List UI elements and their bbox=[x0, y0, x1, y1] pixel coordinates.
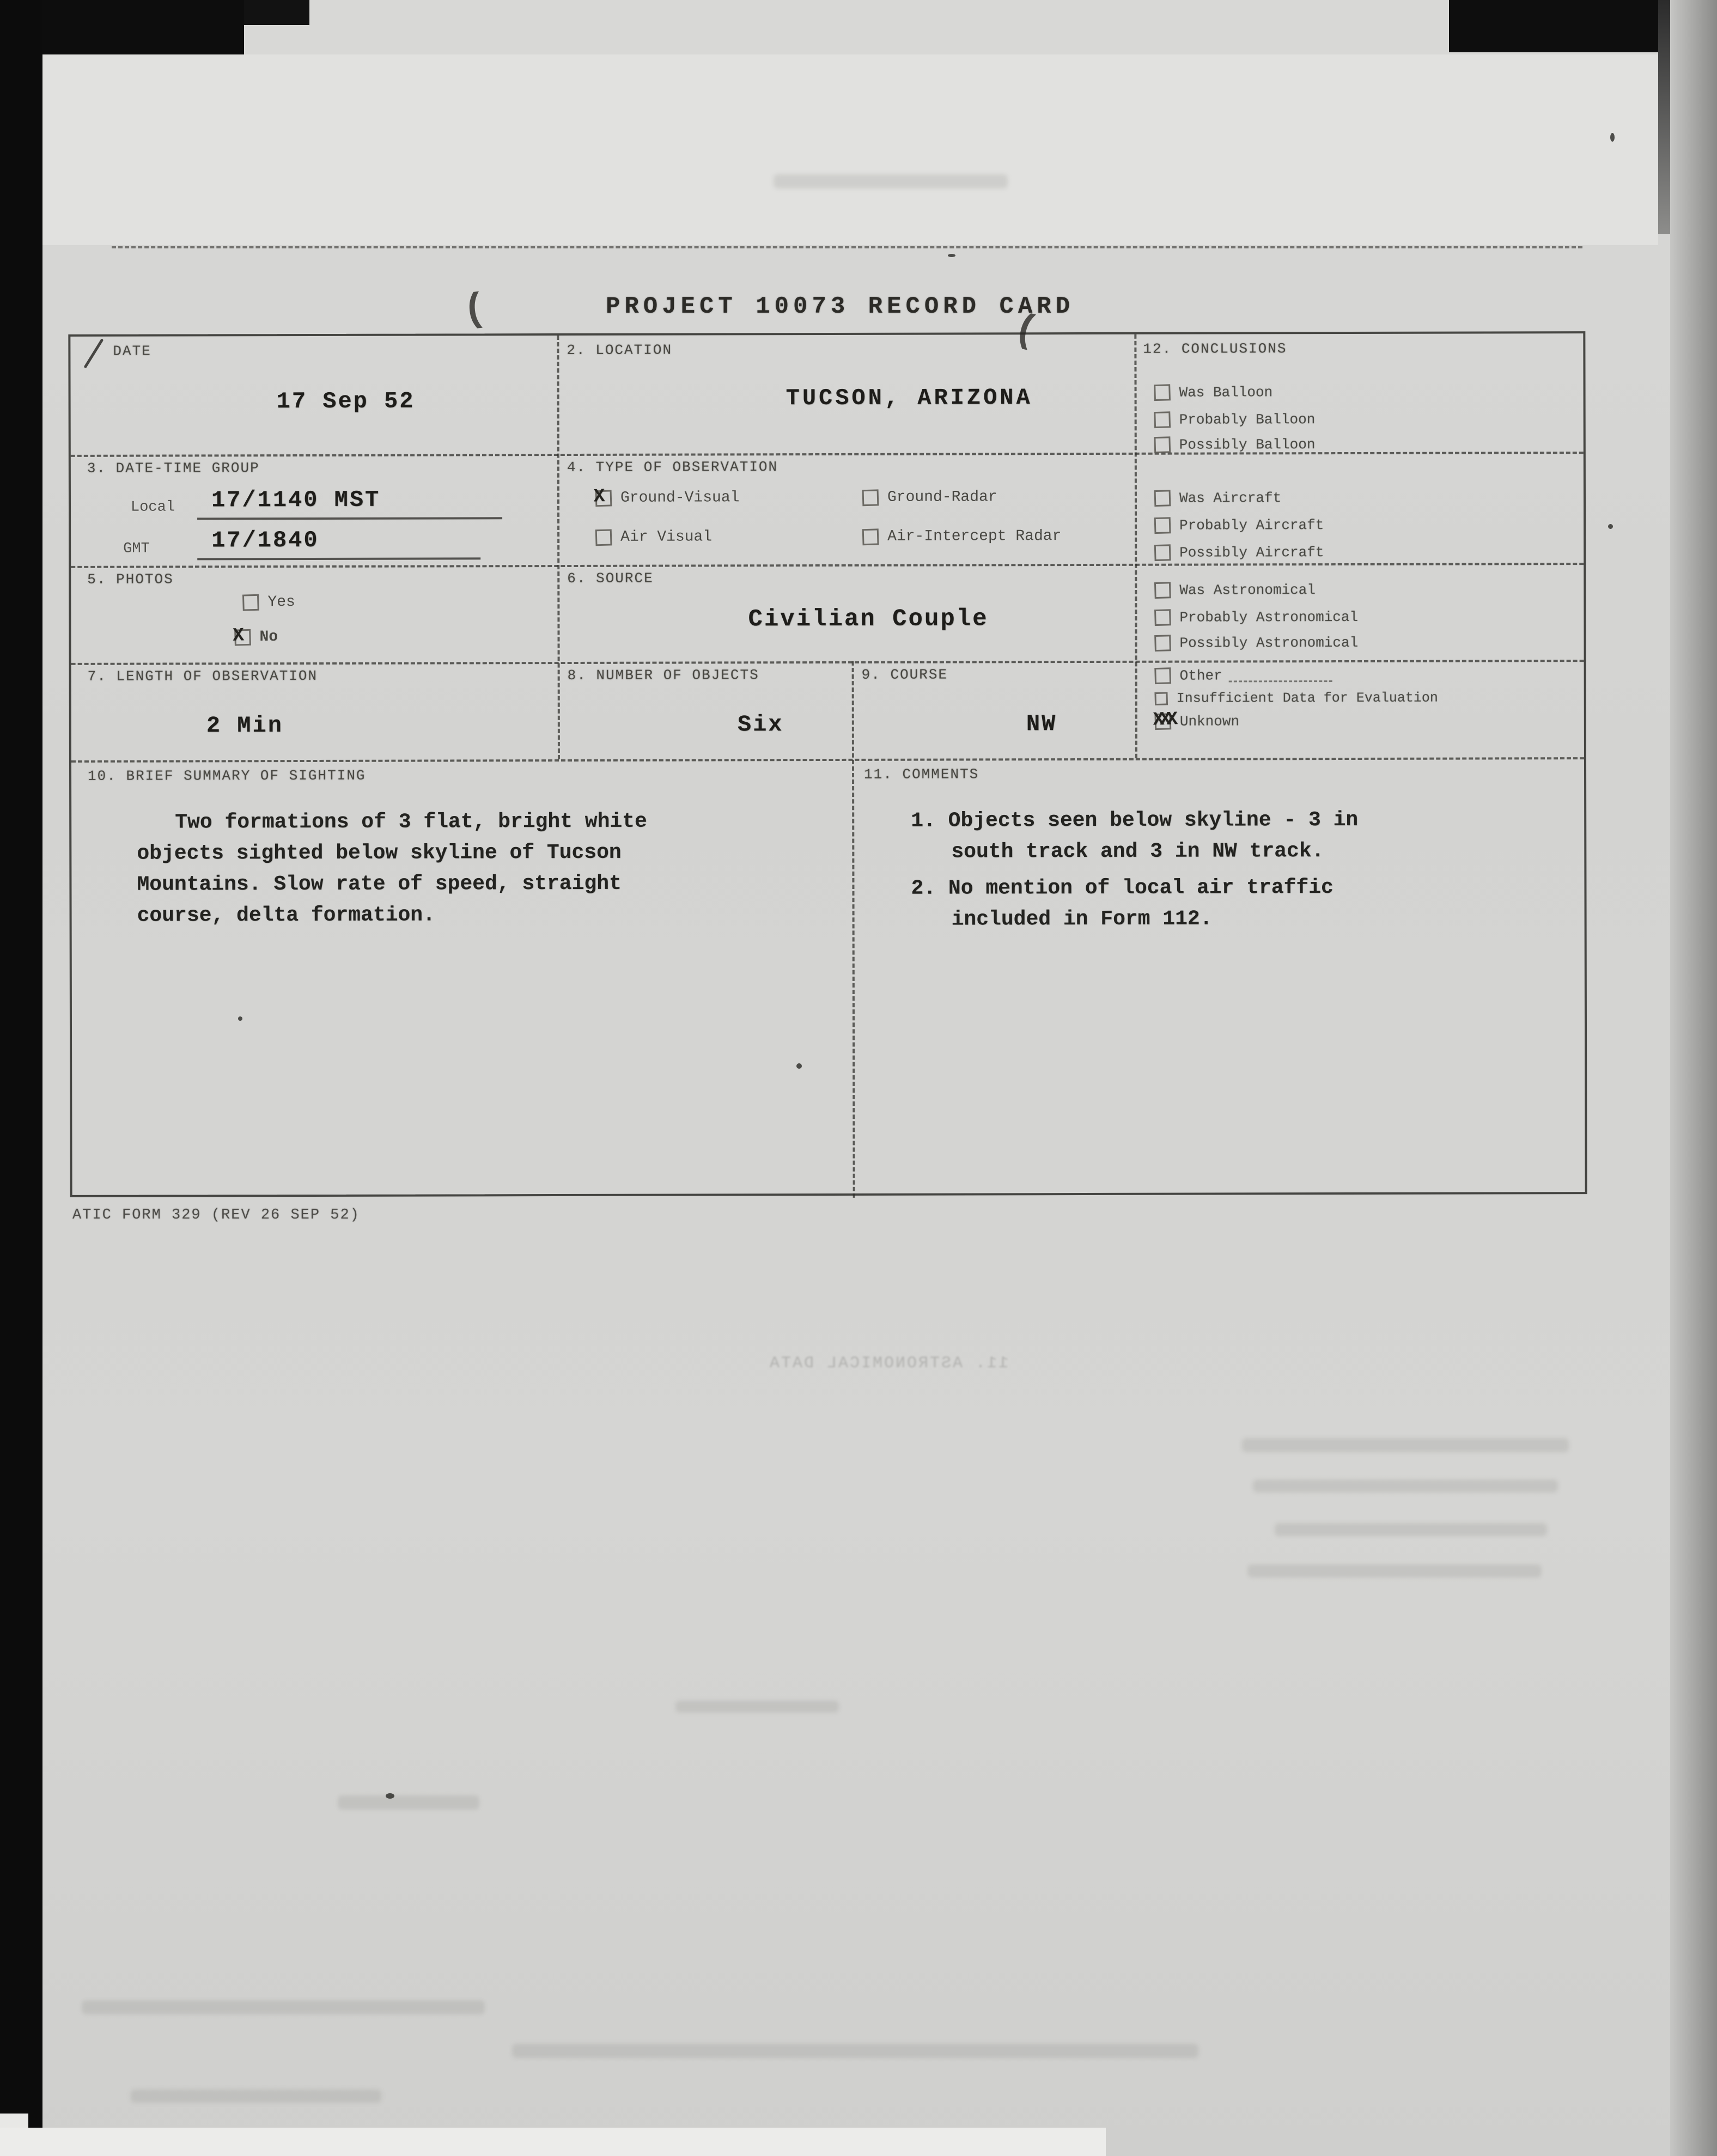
checkbox-mark: XXX bbox=[1153, 709, 1174, 731]
observation-option-label: Air-Intercept Radar bbox=[887, 528, 1062, 545]
field-type-of-observation bbox=[557, 453, 1135, 565]
conclusion-label: Probably Aircraft bbox=[1179, 517, 1324, 534]
conclusion-item bbox=[1155, 667, 1332, 684]
noise-speck bbox=[1610, 133, 1615, 142]
field-value-location: TUCSON, ARIZONA bbox=[786, 385, 1033, 412]
scanner-edge-left bbox=[0, 0, 42, 2156]
bleedthrough-smudge bbox=[1253, 1479, 1558, 1493]
field-number-of-objects bbox=[558, 661, 852, 759]
gmt-label: GMT bbox=[123, 540, 150, 557]
field-label-source: 6. SOURCE bbox=[567, 570, 654, 587]
gmt-value: 17/1840 bbox=[211, 527, 319, 554]
checkbox-icon bbox=[1154, 517, 1171, 534]
observation-option bbox=[595, 528, 712, 545]
handwritten-slash-mark bbox=[83, 338, 103, 368]
field-label-photos: 5. PHOTOS bbox=[87, 571, 174, 588]
page-title: PROJECT 10073 RECORD CARD bbox=[606, 293, 1075, 320]
conclusion-item bbox=[1154, 411, 1316, 428]
conclusion-item bbox=[1154, 517, 1324, 534]
field-date bbox=[70, 336, 557, 455]
field-conclusions bbox=[1134, 333, 1588, 758]
conclusion-item bbox=[1154, 609, 1358, 626]
comment-item: 2. No mention of local air traffic included in Form 112. bbox=[911, 876, 1334, 931]
record-card bbox=[68, 331, 1587, 1197]
conclusion-item bbox=[1154, 544, 1324, 561]
field-comments bbox=[852, 757, 1590, 1198]
conclusion-label: Insufficient Data for Evaluation bbox=[1176, 690, 1438, 707]
bleedthrough-smudge bbox=[131, 2090, 381, 2103]
conclusion-label: Possibly Aircraft bbox=[1179, 544, 1324, 561]
scan-line-artifact bbox=[112, 246, 1582, 248]
form-number: ATIC FORM 329 (REV 26 SEP 52) bbox=[72, 1207, 360, 1223]
conclusion-label: Was Aircraft bbox=[1179, 490, 1282, 507]
local-label: Local bbox=[130, 499, 175, 516]
observation-option bbox=[862, 528, 1061, 545]
checkbox-icon bbox=[1154, 609, 1171, 626]
field-label-date-time-group: 3. DATE-TIME GROUP bbox=[87, 460, 260, 477]
field-label-date: DATE bbox=[113, 343, 151, 360]
checkbox-icon bbox=[1154, 692, 1168, 705]
conclusion-label: Possibly Balloon bbox=[1179, 436, 1316, 453]
checkbox-icon bbox=[1154, 667, 1171, 684]
checkbox-icon bbox=[1154, 384, 1171, 401]
other-underline bbox=[1229, 669, 1332, 682]
conclusion-item bbox=[1155, 635, 1359, 651]
comment-item: 1. Objects seen below skyline - 3 in south track and 3 in NW track. bbox=[911, 808, 1359, 864]
checkbox-mark: X bbox=[232, 625, 240, 647]
field-label-location: 2. LOCATION bbox=[567, 342, 673, 359]
checkbox-icon bbox=[1154, 411, 1171, 428]
field-source bbox=[557, 564, 1135, 662]
bleedthrough-smudge bbox=[1275, 1523, 1547, 1536]
bleedthrough-smudge bbox=[675, 1701, 839, 1713]
bleedthrough-text: 11. ASTRONOMICAL DATA bbox=[768, 1354, 1009, 1373]
field-date-time-group bbox=[71, 454, 557, 566]
checkbox-icon bbox=[1154, 582, 1171, 599]
bleedthrough-smudge bbox=[338, 1795, 479, 1810]
checkbox-icon bbox=[1154, 635, 1171, 651]
bleedthrough-smudge bbox=[512, 2044, 1198, 2058]
observation-option bbox=[862, 489, 997, 506]
checkbox-mark: X bbox=[593, 486, 601, 507]
conclusion-item bbox=[1154, 384, 1273, 400]
field-course bbox=[852, 661, 1135, 759]
conclusion-label: Probably Balloon bbox=[1179, 411, 1316, 428]
underline bbox=[197, 517, 502, 520]
local-value: 17/1140 MST bbox=[211, 486, 381, 514]
field-label-comments: 11. COMMENTS bbox=[864, 766, 979, 783]
photos-option-label: No bbox=[259, 629, 278, 646]
field-label-type-of-observation: 4. TYPE OF OBSERVATION bbox=[567, 459, 778, 476]
conclusion-label: Other bbox=[1179, 667, 1222, 684]
checkbox-icon bbox=[862, 528, 879, 545]
checkbox-icon bbox=[1154, 544, 1171, 561]
conclusion-label: Was Balloon bbox=[1179, 384, 1273, 401]
observation-option-label: Ground-Radar bbox=[887, 489, 997, 506]
scan-light-band-top bbox=[42, 54, 1658, 245]
field-value-number-of-objects: Six bbox=[737, 711, 784, 738]
bleedthrough-smudge bbox=[774, 174, 1008, 188]
checkbox-icon bbox=[1154, 490, 1171, 507]
field-value-source: Civilian Couple bbox=[748, 605, 989, 634]
handwritten-paren-mark: ( bbox=[460, 286, 489, 334]
field-location bbox=[557, 334, 1134, 454]
field-label-brief-summary: 10. BRIEF SUMMARY OF SIGHTING bbox=[88, 767, 366, 784]
observation-option-label: Air Visual bbox=[620, 528, 713, 546]
handwritten-paren-mark: ( bbox=[1009, 306, 1043, 356]
conclusion-item bbox=[1154, 490, 1281, 506]
checkbox-icon bbox=[593, 486, 612, 507]
checkbox-icon bbox=[862, 489, 879, 506]
observation-option-label: Ground-Visual bbox=[620, 489, 740, 507]
conclusion-label: Possibly Astronomical bbox=[1179, 634, 1359, 651]
scan-artifact-corner-top-left-taper bbox=[244, 0, 309, 25]
conclusion-item bbox=[1154, 582, 1316, 599]
bleedthrough-smudge bbox=[1242, 1438, 1569, 1452]
photos-option-label: Yes bbox=[267, 594, 295, 611]
conclusion-item bbox=[1153, 709, 1240, 731]
photos-option bbox=[232, 625, 278, 647]
underline bbox=[197, 557, 480, 560]
noise-speck bbox=[386, 1793, 394, 1799]
checkbox-icon bbox=[1153, 709, 1174, 731]
bleedthrough-smudge bbox=[82, 2000, 485, 2014]
checkbox-icon bbox=[595, 529, 612, 546]
photos-option bbox=[242, 594, 295, 611]
conclusion-label: Probably Astronomical bbox=[1179, 608, 1359, 626]
noise-speck bbox=[1608, 524, 1613, 529]
bleedthrough-smudge bbox=[1247, 1564, 1542, 1578]
checkbox-icon bbox=[242, 594, 259, 611]
conclusion-item bbox=[1155, 690, 1438, 707]
scan-light-band-bottom bbox=[0, 2128, 1106, 2156]
field-label-length-of-observation: 7. LENGTH OF OBSERVATION bbox=[87, 667, 318, 685]
conclusion-label: Unknown bbox=[1179, 713, 1240, 730]
field-photos bbox=[71, 565, 557, 663]
field-label-conclusions: 12. CONCLUSIONS bbox=[1143, 340, 1287, 357]
conclusion-label: Was Astronomical bbox=[1179, 582, 1316, 599]
field-label-course: 9. COURSE bbox=[861, 666, 948, 683]
field-value-comments bbox=[911, 805, 1385, 941]
conclusion-item bbox=[1154, 436, 1316, 453]
field-value-brief-summary: Two formations of 3 flat, bright white objects sighted below skyline of Tucson Mountains. Slow rate of speed, straight course, delta formation. bbox=[137, 809, 647, 928]
field-value-length-of-observation: 2 Min bbox=[206, 712, 283, 739]
checkbox-icon bbox=[232, 625, 251, 647]
field-label-number-of-objects: 8. NUMBER OF OBJECTS bbox=[567, 667, 759, 684]
scanner-edge-right bbox=[1670, 0, 1717, 2156]
field-brief-summary bbox=[71, 759, 853, 1199]
field-value-course: NW bbox=[1026, 711, 1057, 738]
checkbox-icon bbox=[1154, 436, 1171, 453]
field-value-date: 17 Sep 52 bbox=[276, 388, 415, 415]
noise-speck bbox=[948, 254, 955, 257]
observation-option bbox=[593, 486, 740, 507]
field-length-of-observation bbox=[71, 662, 558, 760]
